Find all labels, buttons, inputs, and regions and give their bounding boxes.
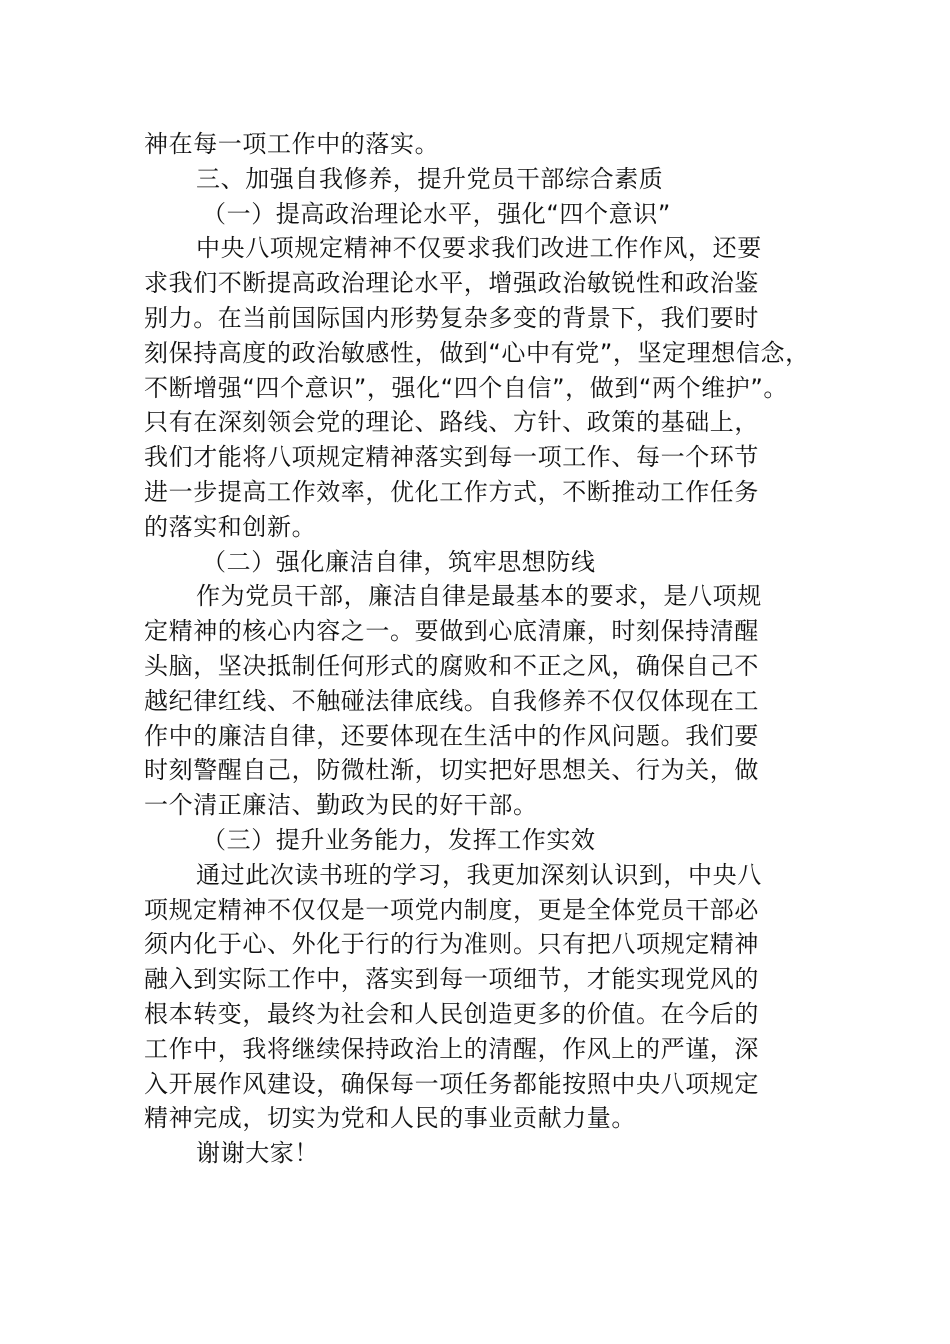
body-text-line: 定精神的核心内容之一。要做到心底清廉，时刻保持清醒 [144, 617, 759, 646]
body-text-line: 中央八项规定精神不仅要求我们改进工作作风，还要 [196, 234, 762, 263]
body-text-line: 入开展作风建设，确保每一项任务都能按照中央八项规定 [144, 1069, 759, 1098]
body-text-line: 越纪律红线、不触碰法律底线。自我修养不仅仅体现在工 [144, 686, 759, 715]
body-text-line: 通过此次读书班的学习，我更加深刻认识到，中央八 [196, 860, 762, 889]
body-text-line: 不断增强“四个意识”，强化“四个自信”，做到“两个维护”。 [144, 373, 788, 402]
body-text-line: 作为党员干部，廉洁自律是最基本的要求，是八项规 [196, 582, 762, 611]
body-text-line: 根本转变，最终为社会和人民创造更多的价值。在今后的 [144, 999, 759, 1028]
subsection-heading: （一）提高政治理论水平，强化“四个意识” [202, 199, 671, 228]
body-text-line: 别力。在当前国际国内形势复杂多变的背景下，我们要时 [144, 303, 759, 332]
body-text-line: 须内化于心、外化于行的行为准则。只有把八项规定精神 [144, 930, 759, 959]
body-text-line: 谢谢大家！ [196, 1139, 319, 1168]
body-text-line: 项规定精神不仅仅是一项党内制度，更是全体党员干部必 [144, 895, 759, 924]
body-text-line: 作中的廉洁自律，还要体现在生活中的作风问题。我们要 [144, 721, 759, 750]
body-text-line: 精神完成，切实为党和人民的事业贡献力量。 [144, 1104, 636, 1133]
body-text-line: 头脑，坚决抵制任何形式的腐败和不正之风，确保自己不 [144, 651, 759, 680]
section-heading: 三、加强自我修养，提升党员干部综合素质 [196, 164, 664, 193]
body-text-line: 进一步提高工作效率，优化工作方式，不断推动工作任务 [144, 477, 759, 506]
body-text-line: 刻保持高度的政治敏感性，做到“心中有党”，坚定理想信念， [144, 338, 810, 367]
body-text-line: 只有在深刻领会党的理论、路线、方针、政策的基础上， [144, 408, 759, 437]
body-text-line: 我们才能将八项规定精神落实到每一项工作、每一个环节 [144, 443, 759, 472]
body-text-line: 的落实和创新。 [144, 512, 317, 541]
body-text-line: 求我们不断提高政治理论水平，增强政治敏锐性和政治鉴 [144, 269, 759, 298]
body-text-line: 工作中，我将继续保持政治上的清醒，作风上的严谨，深 [144, 1034, 759, 1063]
body-text-line: 时刻警醒自己，防微杜渐，切实把好思想关、行为关，做 [144, 756, 759, 785]
subsection-heading: （二）强化廉洁自律，筑牢思想防线 [202, 547, 596, 576]
body-text-line: 一个清正廉洁、勤政为民的好干部。 [144, 791, 538, 820]
document-body [144, 127, 824, 1171]
subsection-heading: （三）提升业务能力，发挥工作实效 [202, 825, 596, 854]
body-text-line: 神在每一项工作中的落实。 [144, 130, 440, 158]
body-text-line: 融入到实际工作中，落实到每一项细节，才能实现党风的 [144, 965, 759, 994]
